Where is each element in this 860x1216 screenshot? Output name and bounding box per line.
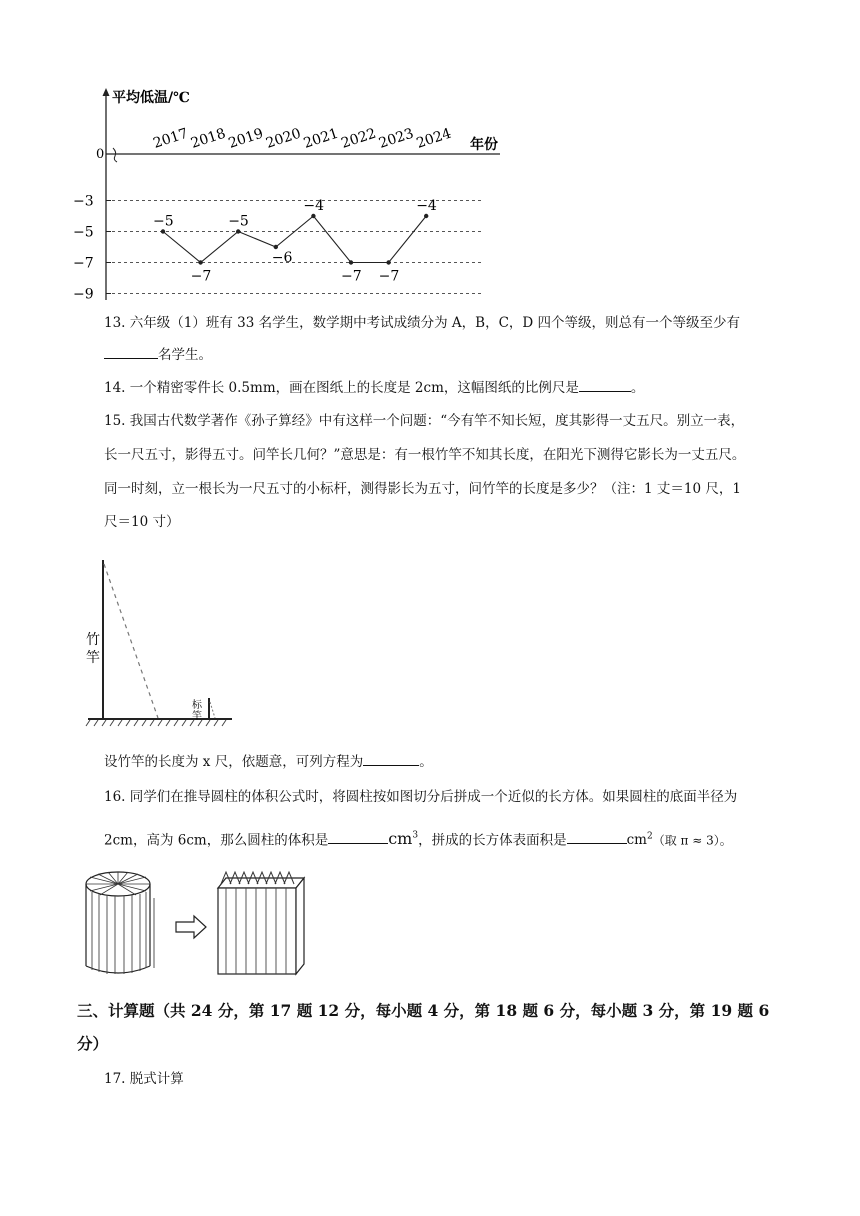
question-15-line3: 同一时刻，立一根长为一尺五寸的小标杆，测得影长为五寸，问竹竿的长度是多少？（注：1 丈＝10 尺，1 [104,481,741,497]
section-3-title-line1: 三、计算题（共 24 分，第 17 题 12 分，每小题 4 分，第 18 题 6 分，每小题 3 分，第 19 题 6 [77,1001,770,1020]
series-polyline [163,213,426,263]
year-label: 2019 [226,125,266,152]
year-label: 2024 [414,125,454,152]
cylinder [86,872,150,974]
question-13-line1: 13. 六年级（1）班有 33 名学生，数学期中考试成绩分为 A，B，C，D 四个等级，则总有一个等级至少有 [104,315,741,331]
data-point [198,260,202,264]
data-point [311,214,315,218]
data-point [349,260,353,264]
x-axis-label: 年份 [470,137,498,153]
data-point [424,214,428,218]
pole-label-char1: 竹 [86,632,100,648]
sun-ray-dashed [104,564,158,718]
year-label: 2020 [264,125,303,152]
question-16-line1: 16. 同学们在推导圆柱的体积公式时，将圆柱按如图切分后拼成一个近似的长方体。如果圆柱的底面半径为 [104,789,738,805]
question-16-text-b: ，拼成的长方体表面积是 [418,832,567,849]
y-axis-label: 平均低温/℃ [112,90,190,106]
question-16-text-c: （取 π ≈ 3）。 [652,833,732,848]
y-tick-label: −7 [73,255,94,272]
unit-cm3: $cm^3$ [388,829,419,849]
answer-blank[interactable] [579,379,631,392]
question-15-answer-tail: 。 [419,754,433,770]
unit-cm2: $cm^2$ [626,831,653,849]
y-tick-label: −9 [73,286,94,303]
arrow-icon [176,916,206,938]
pole-label-char2: 竿 [86,650,100,666]
answer-blank[interactable] [328,831,388,844]
y-tick-label: −3 [73,193,94,210]
marker-label-char2: 竿 [192,711,202,722]
question-13-tail: 名学生。 [158,347,212,363]
answer-blank[interactable] [363,753,419,766]
question-14-tail: 。 [630,380,645,396]
temperature-line-chart [70,82,520,304]
data-label: −7 [341,268,362,285]
axis-break-mark [113,148,117,162]
series-line [161,214,429,265]
answer-blank[interactable] [104,346,158,359]
data-label: −6 [271,250,293,266]
section-3-title-line2: 分） [77,1034,109,1053]
cylinder-to-cuboid-figure [80,868,310,980]
data-point [386,260,390,264]
cuboid [218,872,304,974]
year-label: 2022 [339,125,379,152]
year-label: 2017 [151,125,191,152]
question-16-line2 [104,826,732,850]
data-label: −4 [416,198,437,214]
bamboo-pole-figure [84,552,234,730]
question-14-text: 14. 一个精密零件长 0.5mm，画在图纸上的长度是 2cm，这幅图纸的比例尺是 [104,380,579,396]
data-point [236,229,240,233]
data-point [161,229,165,233]
marker-label-char1: 标 [192,700,202,711]
question-15-line1: 15. 我国古代数学著作《孙子算经》中有这样一个问题：“今有竿不知长短，度其影得一丈五尺。别立一表， [104,413,745,429]
data-label: −4 [303,198,325,214]
data-point [274,245,278,249]
answer-blank[interactable] [567,831,627,844]
question-15-line4: 尺＝10 寸） [104,514,180,530]
data-label: −7 [378,268,400,285]
y-tick-labels [73,194,94,303]
data-labels [153,198,437,285]
question-15-answer [104,753,433,771]
ground-hatch [86,720,226,726]
marker-ray [210,702,215,718]
year-label: 2023 [376,125,416,152]
year-label: 2021 [301,125,341,152]
question-15-answer-text: 设竹竿的长度为 x 尺，依题意，可列方程为 [104,754,364,770]
question-14 [104,379,644,397]
question-15-line2: 长一尺五寸，影得五寸。问竿长几何？”意思是：有一根竹竿不知其长度，在阳光下测得它影长为一丈五尺。 [104,447,746,463]
zero-label: 0 [96,147,105,162]
year-label: 2018 [188,125,228,152]
y-tick-label: −5 [73,224,94,241]
data-label: −5 [153,213,174,230]
question-13-line2 [104,346,212,364]
x-tick-labels [151,126,453,152]
question-17-label: 17. 脱式计算 [104,1071,184,1087]
data-label: −5 [228,213,249,230]
y-axis-arrow [103,88,110,96]
question-16-text-a: 2cm，高为 6cm，那么圆柱的体积是 [104,832,329,849]
data-label: −7 [190,268,212,285]
